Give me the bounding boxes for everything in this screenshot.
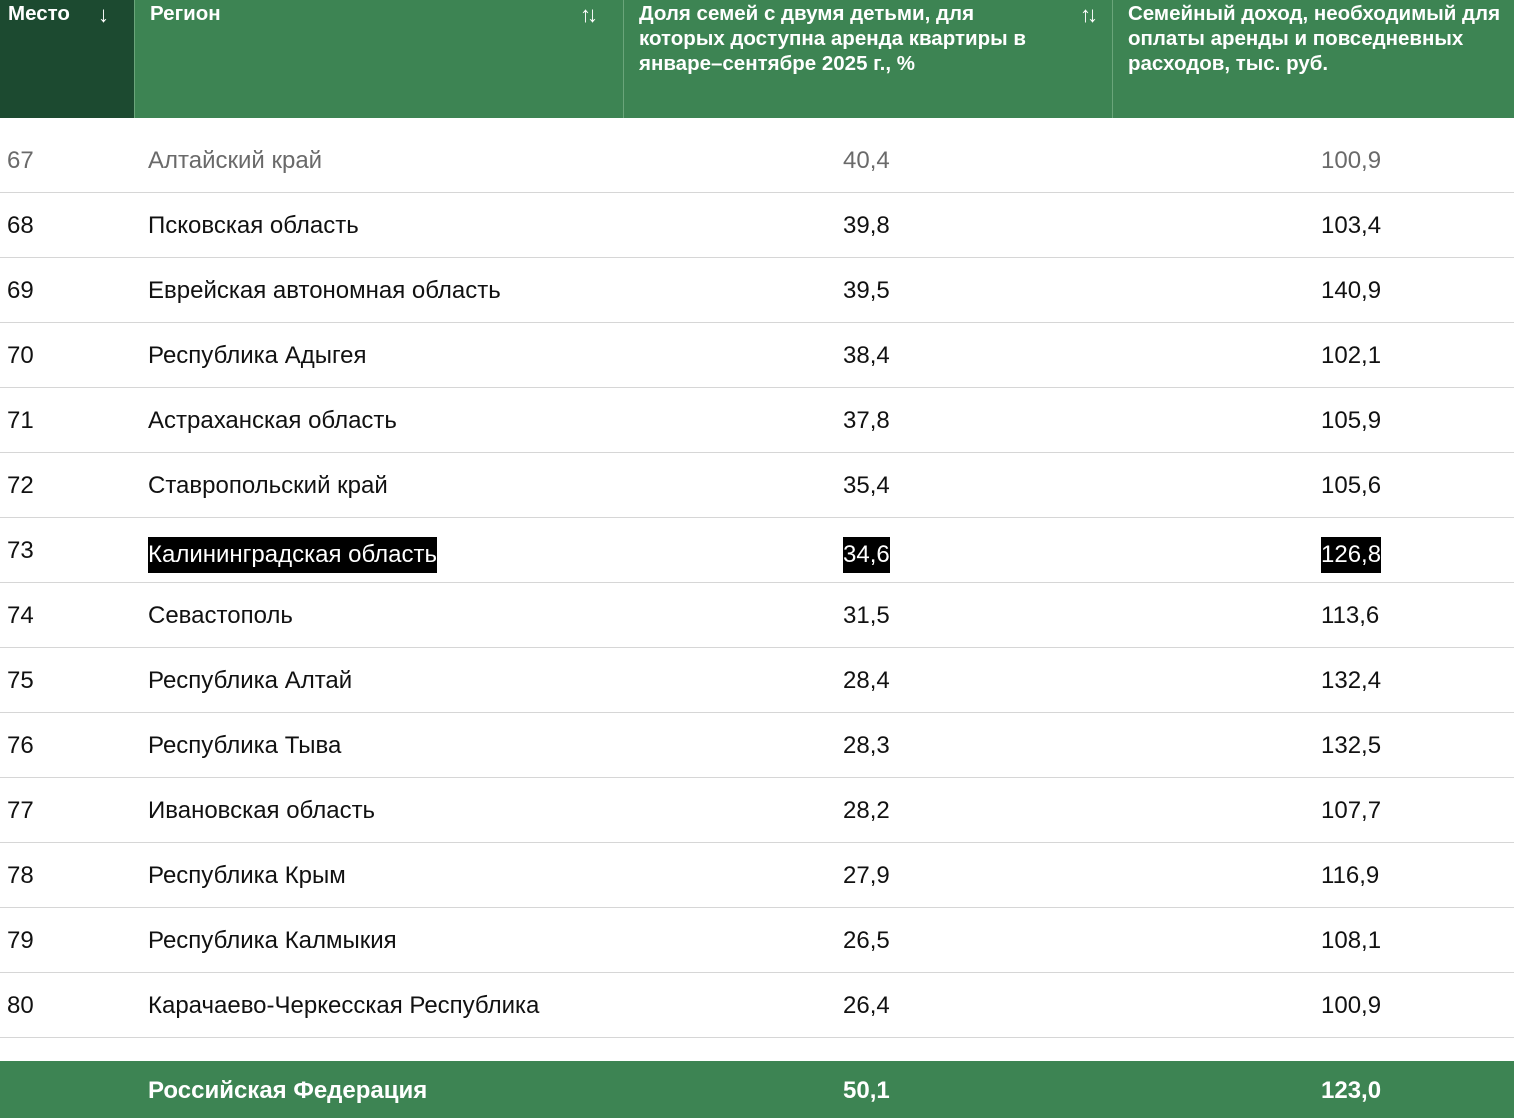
cell-income: 126,8: [1321, 537, 1381, 573]
cell-income: 116,9: [1321, 862, 1380, 889]
cell-share: 35,4: [843, 472, 890, 499]
cell-rank: 75: [7, 667, 34, 694]
cell-income: 107,7: [1321, 797, 1382, 824]
cell-income: 102,1: [1321, 342, 1382, 369]
cell-region: Калининградская область: [148, 537, 437, 573]
cell-share: 39,8: [843, 212, 890, 239]
cell-rank: 68: [7, 212, 34, 239]
cell-income: 132,5: [1321, 732, 1382, 759]
cell-share: 28,3: [843, 732, 890, 759]
cell-share: 39,5: [843, 277, 890, 304]
cell-income: 140,9: [1321, 277, 1382, 304]
cell-income: 113,6: [1321, 602, 1380, 629]
table-row: [0, 843, 1514, 908]
cell-rank: 78: [7, 862, 34, 889]
cell-rank: 69: [7, 277, 34, 304]
table-row: [0, 453, 1514, 518]
cell-region: Алтайский край: [148, 147, 323, 174]
cell-region: Астраханская область: [148, 407, 397, 434]
cell-share: 28,4: [843, 667, 890, 694]
cell-income: 100,9: [1321, 147, 1382, 174]
cell-region: Ивановская область: [148, 797, 376, 824]
cell-region: Севастополь: [148, 602, 293, 629]
cell-rank: 76: [7, 732, 34, 759]
cell-share: 31,5: [843, 602, 890, 629]
table-row: [0, 583, 1514, 648]
column-header-income[interactable]: [1112, 0, 1514, 118]
cell-region: Республика Алтай: [148, 667, 353, 694]
cell-income: 103,4: [1321, 212, 1382, 239]
column-header-rank-label: Место: [8, 2, 70, 25]
cell-share: 27,9: [843, 862, 890, 889]
cell-share: 34,6: [843, 537, 890, 573]
table-row: [0, 258, 1514, 323]
cell-income: 105,9: [1321, 407, 1382, 434]
cell-region: Республика Адыгея: [148, 342, 367, 369]
cell-region: Карачаево-Черкесская Республика: [148, 992, 540, 1019]
table-row: [0, 713, 1514, 778]
cell-rank: 79: [7, 927, 34, 954]
footer-income: 123,0: [1321, 1077, 1382, 1104]
table-row: [0, 193, 1514, 258]
cell-share: 38,4: [843, 342, 890, 369]
cell-region: Ставропольский край: [148, 472, 388, 499]
cell-rank: 72: [7, 472, 34, 499]
cell-region: Республика Крым: [148, 862, 346, 889]
table-row: [0, 128, 1514, 193]
table-header: [0, 0, 1514, 118]
cell-rank: 70: [7, 342, 34, 369]
cell-region: Республика Калмыкия: [148, 927, 397, 954]
cell-share: 28,2: [843, 797, 890, 824]
cell-rank: 67: [7, 147, 34, 174]
column-header-share-label: Доля семей с двумя детьми, для которых доступна аренда квартиры в январе–сентябре 2025 г., %: [639, 2, 1026, 75]
cell-region: Псковская область: [148, 212, 359, 239]
table-body: [0, 128, 1514, 1038]
column-header-region-label: Регион: [150, 2, 221, 25]
sort-toggle-icon[interactable]: ↑↓: [580, 2, 594, 27]
table-footer-total: [0, 1061, 1514, 1118]
cell-share: 26,5: [843, 927, 890, 954]
column-header-region[interactable]: [134, 0, 623, 118]
column-header-income-label: Семейный доход, необходимый для оплаты аренды и повседневных расходов, тыс. руб.: [1128, 2, 1501, 75]
table-row: [0, 778, 1514, 843]
column-header-rank[interactable]: [0, 0, 134, 118]
table-row: [0, 973, 1514, 1038]
cell-income: 132,4: [1321, 667, 1382, 694]
table-row: [0, 323, 1514, 388]
cell-region: Республика Тыва: [148, 732, 342, 759]
cell-rank: 71: [7, 407, 34, 434]
cell-income: 100,9: [1321, 992, 1382, 1019]
cell-region: Еврейская автономная область: [148, 277, 501, 304]
cell-rank: 77: [7, 797, 34, 824]
footer-region: Российская Федерация: [148, 1077, 428, 1104]
sort-toggle-icon[interactable]: ↑↓: [1080, 2, 1094, 27]
table-row: [0, 518, 1514, 583]
cell-rank: 80: [7, 992, 34, 1019]
table-row: [0, 648, 1514, 713]
table-row: [0, 908, 1514, 973]
table-row: [0, 388, 1514, 453]
sort-descending-icon[interactable]: ↓: [98, 2, 109, 27]
cell-share: 40,4: [843, 147, 890, 174]
footer-share: 50,1: [843, 1077, 890, 1104]
cell-rank: 74: [7, 602, 34, 629]
cell-income: 105,6: [1321, 472, 1382, 499]
column-header-share[interactable]: [623, 0, 1112, 118]
cell-share: 37,8: [843, 407, 890, 434]
cell-rank: 73: [7, 537, 34, 564]
cell-income: 108,1: [1321, 927, 1382, 954]
cell-share: 26,4: [843, 992, 890, 1019]
